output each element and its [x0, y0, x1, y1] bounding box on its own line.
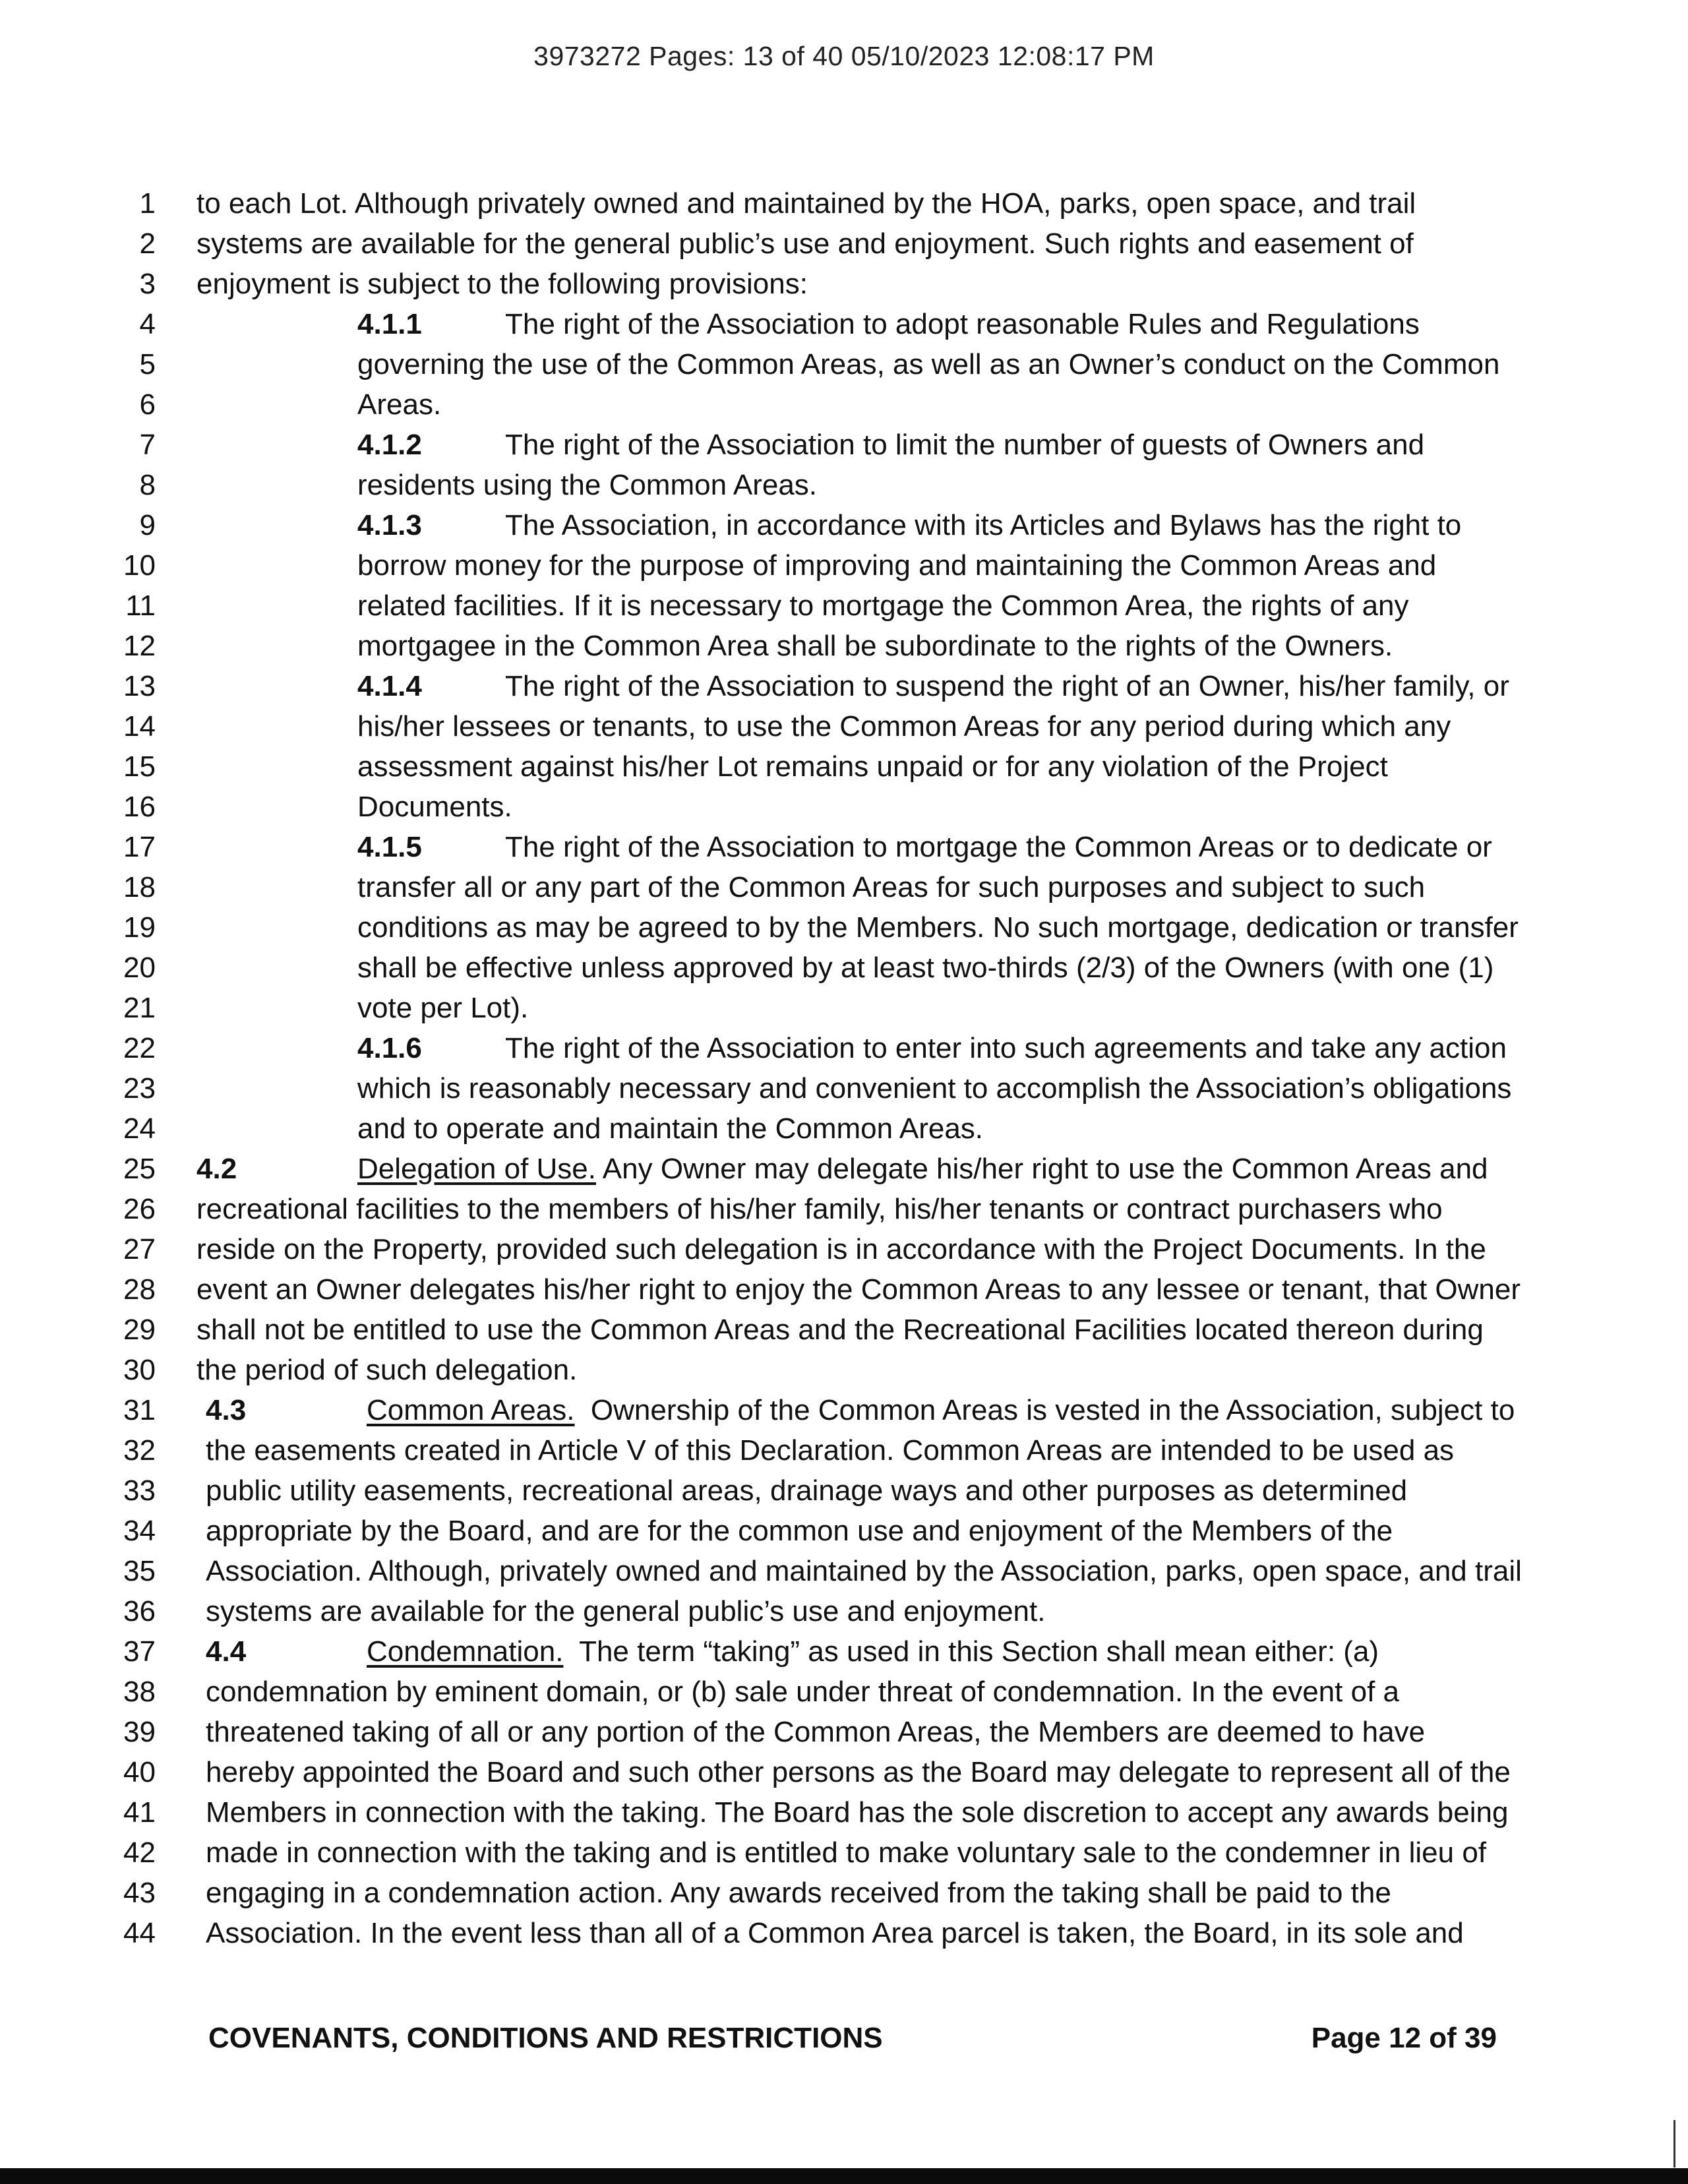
- line-text: enjoyment is subject to the following provisions:: [196, 268, 808, 300]
- line-number: 22: [123, 1032, 156, 1064]
- document-line: [0, 787, 1688, 827]
- document-line: [0, 224, 1688, 264]
- line-text: recreational facilities to the members of his/her family, his/her tenants or contract purchasers who: [196, 1193, 1443, 1225]
- line-text: The right of the Association to enter into such agreements and take any action: [505, 1032, 1507, 1064]
- line-number: 39: [123, 1716, 156, 1748]
- line-text: shall not be entitled to use the Common Areas and the Recreational Facilities located thereon during: [196, 1314, 1484, 1346]
- line-number: 43: [123, 1877, 156, 1909]
- subsection-number: 4.1.1: [357, 308, 422, 340]
- section-title: Delegation of Use.: [357, 1153, 596, 1185]
- line-number: 6: [139, 388, 156, 421]
- line-number: 5: [139, 348, 156, 380]
- line-number: 44: [123, 1917, 156, 1949]
- line-text: The right of the Association to adopt reasonable Rules and Regulations: [505, 308, 1420, 340]
- line-number: 25: [123, 1153, 156, 1185]
- line-text: The right of the Association to mortgage the Common Areas or to dedicate or: [505, 831, 1492, 863]
- line-text: Members in connection with the taking. The Board has the sole discretion to accept any awards being: [206, 1796, 1509, 1829]
- line-text: Ownership of the Common Areas is vested in the Association, subject to: [574, 1394, 1515, 1426]
- document-line: [0, 1913, 1688, 1953]
- line-text: Areas.: [357, 388, 442, 421]
- document-line: [0, 1792, 1688, 1833]
- line-text: Any Owner may delegate his/her right to use the Common Areas and: [596, 1153, 1488, 1185]
- document-line: [0, 344, 1688, 384]
- line-text: event an Owner delegates his/her right to enjoy the Common Areas to any lessee or tenant, that Owner: [196, 1273, 1521, 1306]
- subsection-number: 4.1.6: [357, 1032, 422, 1064]
- line-number: 31: [123, 1394, 156, 1426]
- line-text: related facilities. If it is necessary to mortgage the Common Area, the rights of any: [357, 590, 1409, 622]
- document-line: [0, 1310, 1688, 1350]
- document-line: [0, 1229, 1688, 1269]
- line-text: The Association, in accordance with its Articles and Bylaws has the right to: [505, 509, 1462, 541]
- line-number: 40: [123, 1756, 156, 1788]
- line-text: engaging in a condemnation action. Any awards received from the taking shall be paid to the: [206, 1877, 1391, 1909]
- line-text: condemnation by eminent domain, or (b) sale under threat of condemnation. In the event of a: [206, 1676, 1399, 1708]
- line-text: residents using the Common Areas.: [357, 469, 818, 501]
- document-line: [0, 1833, 1688, 1873]
- line-number: 29: [123, 1314, 156, 1346]
- document-line: [0, 384, 1688, 425]
- line-number: 26: [123, 1193, 156, 1225]
- document-line: [0, 304, 1688, 344]
- document-line: [0, 1269, 1688, 1310]
- scan-bottom-edge: [0, 2168, 1688, 2184]
- document-line: [0, 1672, 1688, 1712]
- section-heading-line: [206, 1631, 1379, 1672]
- line-number: 4: [139, 308, 156, 340]
- line-number: 21: [123, 992, 156, 1024]
- line-text: Association. Although, privately owned and maintained by the Association, parks, open space, and trail: [206, 1555, 1522, 1587]
- line-text: hereby appointed the Board and such other persons as the Board may delegate to represent all of the: [206, 1756, 1511, 1788]
- section-heading-line: [196, 1149, 1488, 1189]
- footer-page-number: Page 12 of 39: [1311, 2022, 1497, 2054]
- line-text: The right of the Association to limit the number of guests of Owners and: [505, 429, 1425, 461]
- document-line: [0, 1591, 1688, 1631]
- section-number: 4.2: [196, 1153, 237, 1185]
- line-text: governing the use of the Common Areas, as well as an Owner’s conduct on the Common: [357, 348, 1500, 380]
- line-number: 35: [123, 1555, 156, 1587]
- document-line: [0, 586, 1688, 626]
- document-line: [0, 948, 1688, 988]
- document-line: [0, 425, 1688, 465]
- line-number: 20: [123, 952, 156, 984]
- line-text: vote per Lot).: [357, 992, 529, 1024]
- line-text: threatened taking of all or any portion of the Common Areas, the Members are deemed to have: [206, 1716, 1426, 1748]
- line-text: reside on the Property, provided such delegation is in accordance with the Project Documents. In the: [196, 1233, 1486, 1265]
- section-number: 4.4: [206, 1635, 247, 1668]
- subsection-number: 4.1.2: [357, 429, 422, 461]
- line-number: 23: [123, 1072, 156, 1105]
- line-text: shall be effective unless approved by at least two-thirds (2/3) of the Owners (with one (1): [357, 952, 1494, 984]
- document-line: [0, 988, 1688, 1028]
- line-text: made in connection with the taking and is entitled to make voluntary sale to the condemner in lieu of: [206, 1836, 1487, 1869]
- document-line: [0, 1390, 1688, 1430]
- line-number: 17: [123, 831, 156, 863]
- line-text: borrow money for the purpose of improving and maintaining the Common Areas and: [357, 549, 1437, 582]
- line-number: 1: [139, 187, 156, 220]
- document-line: [0, 1551, 1688, 1591]
- line-number: 9: [139, 509, 156, 541]
- subsection-number: 4.1.5: [357, 831, 422, 863]
- document-line: [0, 907, 1688, 948]
- document-line: [0, 827, 1688, 867]
- line-text: public utility easements, recreational areas, drainage ways and other purposes as determined: [206, 1474, 1408, 1507]
- line-number: 41: [123, 1796, 156, 1829]
- document-line: [0, 1631, 1688, 1672]
- line-number: 12: [123, 630, 156, 662]
- line-number: 11: [125, 590, 156, 622]
- line-number: 16: [123, 791, 156, 823]
- scan-edge-mark: [1673, 2120, 1675, 2168]
- document-line: [0, 1752, 1688, 1792]
- line-text: assessment against his/her Lot remains unpaid or for any violation of the Project: [357, 750, 1388, 783]
- section-title: Common Areas.: [367, 1394, 575, 1426]
- line-text: systems are available for the general public’s use and enjoyment. Such rights and easement of: [196, 228, 1414, 260]
- line-number: 27: [123, 1233, 156, 1265]
- line-number: 8: [139, 469, 156, 501]
- footer-title: COVENANTS, CONDITIONS AND RESTRICTIONS: [208, 2022, 883, 2054]
- section-number: 4.3: [206, 1394, 247, 1426]
- subsection-number: 4.1.4: [357, 670, 422, 702]
- document-line: [0, 666, 1688, 706]
- line-text: his/her lessees or tenants, to use the Common Areas for any period during which any: [357, 710, 1451, 743]
- recording-stamp: 3973272 Pages: 13 of 40 05/10/2023 12:08:17 PM: [533, 41, 1155, 71]
- document-line: [0, 1712, 1688, 1752]
- line-text: Association. In the event less than all of a Common Area parcel is taken, the Board, in its sole and: [206, 1917, 1464, 1949]
- document-line: [0, 505, 1688, 545]
- document-line: [0, 1189, 1688, 1229]
- line-number: 28: [123, 1273, 156, 1306]
- line-text: and to operate and maintain the Common Areas.: [357, 1112, 984, 1145]
- line-number: 14: [123, 710, 156, 743]
- document-line: [0, 1471, 1688, 1511]
- line-text: conditions as may be agreed to by the Members. No such mortgage, dedication or transfer: [357, 911, 1519, 944]
- document-line: [0, 1350, 1688, 1390]
- line-number: 42: [123, 1836, 156, 1869]
- line-number: 7: [139, 429, 156, 461]
- document-line: [0, 1430, 1688, 1471]
- line-number: 10: [123, 549, 156, 582]
- line-number: 15: [123, 750, 156, 783]
- line-number: 18: [123, 871, 156, 903]
- line-text: transfer all or any part of the Common Areas for such purposes and subject to such: [357, 871, 1426, 903]
- document-line: [0, 1108, 1688, 1149]
- line-text: which is reasonably necessary and convenient to accomplish the Association’s obligations: [357, 1072, 1512, 1105]
- line-text: the period of such delegation.: [196, 1354, 578, 1386]
- line-number: 32: [123, 1434, 156, 1467]
- subsection-number: 4.1.3: [357, 509, 422, 541]
- line-number: 13: [123, 670, 156, 702]
- line-number: 3: [139, 268, 156, 300]
- section-title: Condemnation.: [367, 1635, 564, 1668]
- line-text: systems are available for the general public’s use and enjoyment.: [206, 1595, 1046, 1627]
- document-line: [0, 545, 1688, 586]
- line-number: 30: [123, 1354, 156, 1386]
- line-number: 37: [123, 1635, 156, 1668]
- document-line: [0, 465, 1688, 505]
- line-number: 34: [123, 1515, 156, 1547]
- document-line: [0, 1873, 1688, 1913]
- line-number: 19: [123, 911, 156, 944]
- document-line: [0, 1149, 1688, 1189]
- document-line: [0, 1028, 1688, 1068]
- document-line: [0, 626, 1688, 666]
- line-number: 2: [139, 228, 156, 260]
- line-number: 38: [123, 1676, 156, 1708]
- line-text: appropriate by the Board, and are for the common use and enjoyment of the Members of the: [206, 1515, 1393, 1547]
- document-line: [0, 867, 1688, 907]
- line-text: to each Lot. Although privately owned and maintained by the HOA, parks, open space, and trail: [196, 187, 1416, 220]
- line-text: the easements created in Article V of this Declaration. Common Areas are intended to be used as: [206, 1434, 1455, 1467]
- document-line: [0, 746, 1688, 787]
- section-heading-line: [206, 1390, 1515, 1430]
- line-text: mortgagee in the Common Area shall be subordinate to the rights of the Owners.: [357, 630, 1393, 662]
- document-line: [0, 183, 1688, 224]
- document-line: [0, 264, 1688, 304]
- line-number: 36: [123, 1595, 156, 1627]
- line-text: The term “taking” as used in this Section shall mean either: (a): [563, 1635, 1379, 1668]
- line-text: Documents.: [357, 791, 512, 823]
- document-line: [0, 1511, 1688, 1551]
- document-line: [0, 1068, 1688, 1108]
- document-line: [0, 706, 1688, 746]
- line-number: 24: [123, 1112, 156, 1145]
- line-number: 33: [123, 1474, 156, 1507]
- line-text: The right of the Association to suspend the right of an Owner, his/her family, or: [505, 670, 1509, 702]
